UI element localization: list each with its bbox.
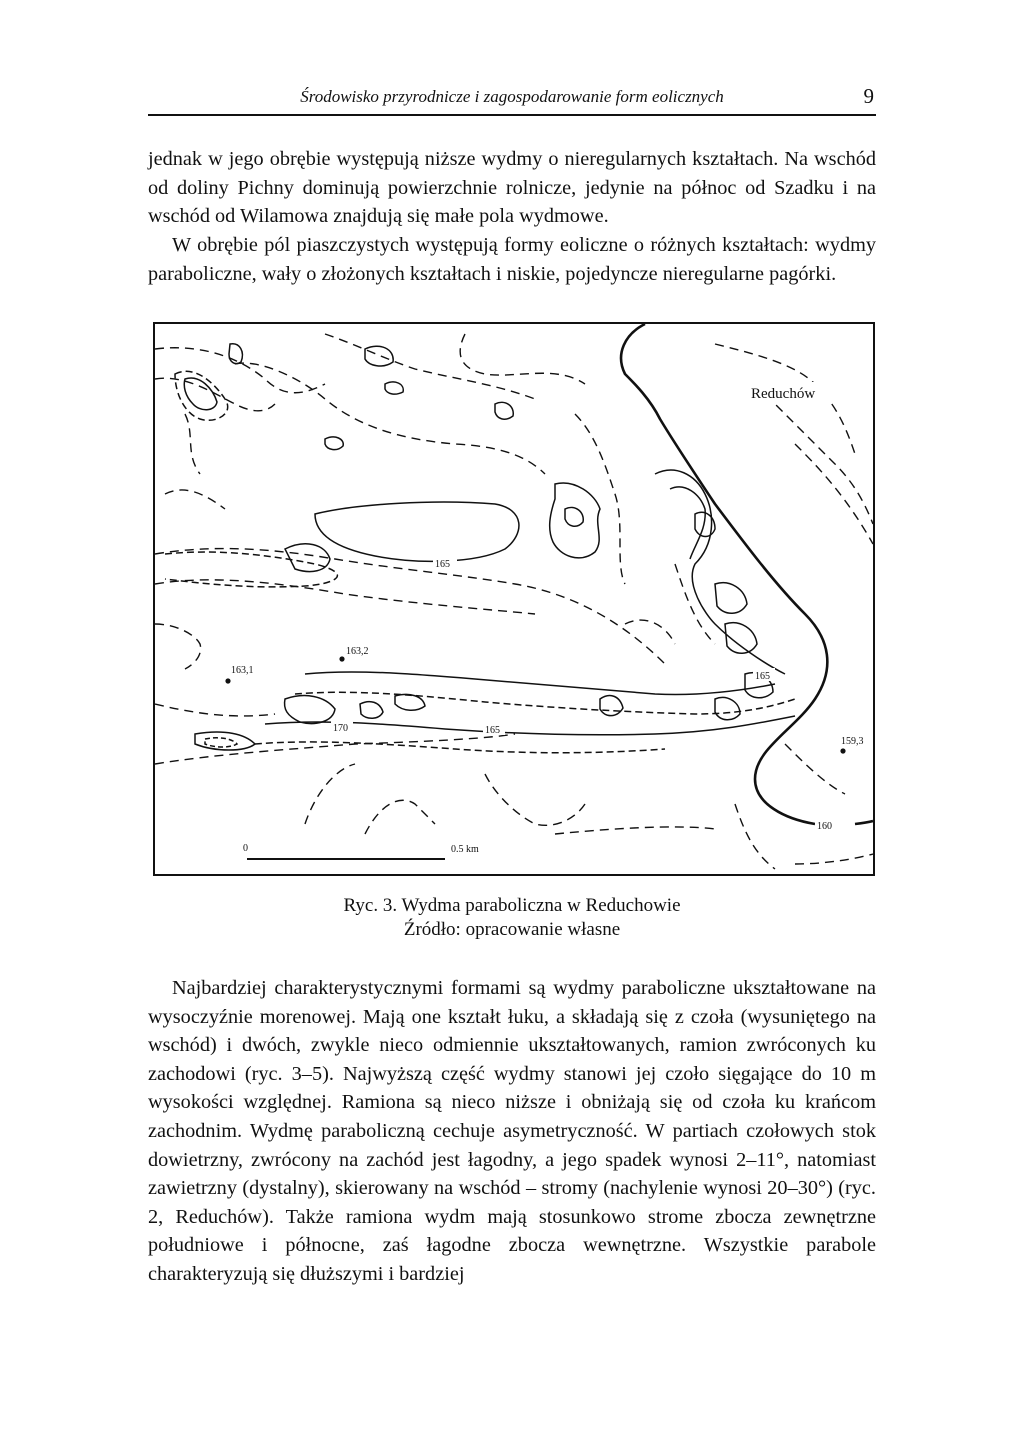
dune-contour-map xyxy=(153,322,875,876)
spot-height-163-2: 163,2 xyxy=(346,646,369,657)
contour-label-165-b: 165 xyxy=(755,671,770,682)
spot-height-dot-163-2 xyxy=(339,656,344,661)
contour-label-170: 170 xyxy=(333,723,348,734)
contour-label-160: 160 xyxy=(817,821,832,832)
spot-height-markers xyxy=(225,656,845,753)
map-svg xyxy=(155,324,873,874)
paragraph-2: W obrębie pól piaszczystych występują formy eoliczne o różnych kształtach: wydmy paraboliczne, wały o złożonych kształtach i niskie, pojedyncze nieregularne pagórki. xyxy=(148,234,876,285)
scale-end-label: 0.5 km xyxy=(451,844,479,855)
place-label-reduchow: Reduchów xyxy=(751,386,816,402)
contour-label-165-c: 165 xyxy=(485,725,500,736)
running-header xyxy=(148,84,876,116)
spot-height-dot-159-3 xyxy=(840,748,845,753)
dune-ridge-contours xyxy=(165,344,795,753)
page-number: 9 xyxy=(863,84,874,108)
figure-caption-source: Źródło: opracowanie własne xyxy=(403,919,621,940)
spot-height-159-3: 159,3 xyxy=(841,736,864,747)
spot-height-163-1: 163,1 xyxy=(231,665,254,676)
scale-start-label: 0 xyxy=(243,843,248,854)
paragraph-1: jednak w jego obrębie występują niższe wydmy o nieregularnych kształtach. Na wschód od doliny Pichny dominują powierzchnie rolnicze, jedynie na północ od Szadku i na wschód od Wilamowa znajdują się małe pola wydmowe. xyxy=(148,148,876,228)
paragraph-3: Najbardziej charakterystycznymi formami są wydmy paraboliczne ukształtowane na wysoczyźnie morenowej. Mają one kształt łuku, a składają się z czoła (wysuniętego na wschód) i dwóch, zwykle nieco odmiennie ukształtowanych, ramion zwróconych ku zachodowi (ryc. 3–5). Najwyższą część wydmy stanowi jej czoło sięgające do 10 m wysokości względnej. Ramiona są nieco niższe i obniżają się od czoła ku krańcom zachodnim. Wydmę paraboliczną cechuje asymetryczność. W partiach czołowych stok dowietrzny, zwrócony na zachód jest łagodny, a jego spadek wynosi 2–11°, natomiast zawietrzny (dystalny), skierowany na wschód – stromy (nachylenie wynosi 20–30°) (ryc. 2, Reduchów). Także ramiona wydm mają stosunkowo strome zbocza zewnętrzne południowe i północne, zaś łagodne zbocza wewnętrzne. Wszystkie parabole charakteryzują się dłuższymi i bardziej xyxy=(148,977,876,1285)
scale-bar-bg xyxy=(235,836,455,868)
contour-label-165-a: 165 xyxy=(435,559,450,570)
figure-caption-title: Ryc. 3. Wydma paraboliczna w Reduchowie xyxy=(343,895,681,916)
spot-height-dot-163-1 xyxy=(225,678,230,683)
map-labels xyxy=(231,382,864,868)
running-title: Środowisko przyrodnicze i zagospodarowanie form eolicznych xyxy=(300,87,724,106)
